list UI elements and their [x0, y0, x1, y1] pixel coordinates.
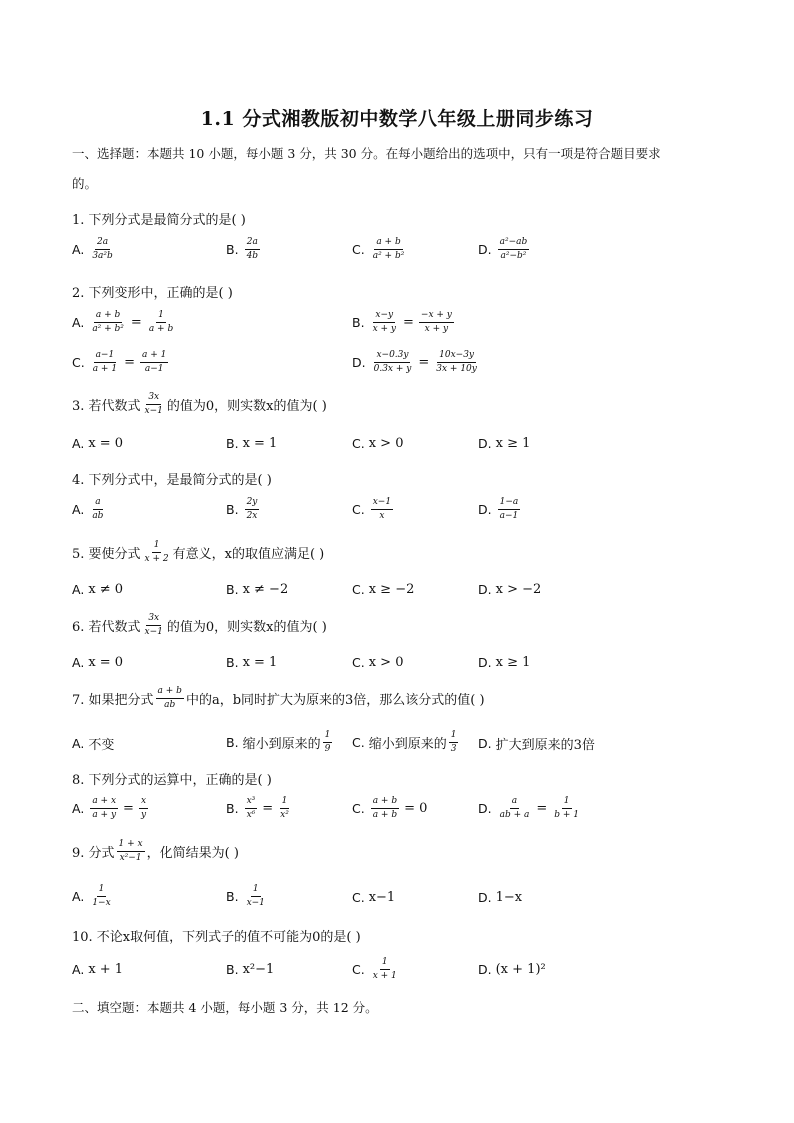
q6-option-d[interactable]: [478, 655, 530, 670]
q4-option-a[interactable]: [72, 497, 107, 522]
fraction: $\frac{a}{ab}$: [92, 497, 104, 521]
fraction-left: $\frac{a-1}{a + 1}$: [92, 350, 118, 374]
q10-option-c[interactable]: [352, 957, 401, 982]
option-letter: B.: [226, 962, 239, 977]
equals-sign: =: [403, 315, 414, 330]
fraction-left: $\frac{a}{ab + a}$: [499, 796, 530, 820]
option-letter: C.: [352, 890, 365, 905]
option-expression: x ≠ −2: [242, 582, 289, 597]
question-1-stem: 1. 下列分式是最简分式的是( ): [72, 213, 246, 228]
q5-option-c[interactable]: [352, 582, 414, 597]
option-letter: D.: [478, 801, 492, 816]
q5-option-d[interactable]: [478, 582, 541, 597]
equals-sign: =: [130, 315, 142, 330]
equals-sign: =: [262, 801, 274, 816]
q10-option-a[interactable]: [72, 962, 123, 977]
q9-option-d[interactable]: [478, 890, 522, 905]
fraction: $\frac{1-a}{a-1}$: [499, 497, 519, 521]
option-expression: x ≥ −2: [368, 582, 415, 597]
fraction: $\frac{x-1}{x}$: [372, 497, 392, 521]
q7-option-a[interactable]: [72, 734, 114, 753]
option-expression: x + 1: [88, 962, 124, 977]
option-letter: A.: [72, 502, 85, 517]
option-letter: B.: [226, 436, 239, 451]
option-letter: A.: [72, 315, 85, 330]
option-letter: B.: [226, 242, 239, 257]
option-letter: A.: [72, 436, 85, 451]
fraction: $\frac{a + b}{ab}$: [157, 686, 182, 710]
option-letter: C.: [352, 502, 365, 517]
fraction: $\frac{1}{x + 1}$: [372, 957, 397, 981]
option-letter: C.: [352, 801, 365, 816]
option-expression: x = 0: [88, 655, 124, 670]
option-letter: D.: [478, 736, 492, 751]
option-expression: x > 0: [368, 655, 404, 670]
option-expression: x > 0: [368, 436, 404, 451]
fraction-right: $\frac{x}{y}$: [140, 796, 147, 820]
option-letter: A.: [72, 655, 85, 670]
fraction: $\frac{1}{3}$: [450, 730, 457, 754]
option-letter: C.: [72, 355, 85, 370]
section1-instruction-line1: 一、选择题：本题共 10 小题，每小题 3 分，共 30 分。在每小题给出的选项中，只有一项是符合题目要求: [72, 146, 661, 161]
q7-option-d[interactable]: [478, 734, 595, 753]
fraction: $\frac{3x}{x-1}$: [144, 392, 163, 416]
q3-option-b[interactable]: [226, 436, 277, 451]
q1-option-d[interactable]: [478, 237, 531, 262]
q2-option-c[interactable]: [72, 350, 170, 375]
q9-option-a[interactable]: [72, 884, 115, 909]
fraction-right: $\frac{a + 1}{a-1}$: [141, 350, 167, 374]
option-letter: B.: [226, 801, 239, 816]
option-letter: C.: [352, 242, 365, 257]
question-3-stem: 3. 若代数式 $\frac{3x}{x-1}$ 的值为0，则实数x的值为( ): [72, 392, 327, 416]
q10-option-b[interactable]: [226, 962, 274, 977]
option-letter: B.: [226, 889, 239, 904]
option-letter: C.: [352, 735, 365, 750]
q10-option-d[interactable]: [478, 962, 546, 977]
q4-option-d[interactable]: [478, 497, 522, 522]
option-letter: B.: [226, 502, 239, 517]
question-2-stem: 2. 下列变形中，正确的是( ): [72, 286, 233, 301]
q8-option-b[interactable]: [226, 796, 293, 821]
q3-option-a[interactable]: [72, 436, 123, 451]
fraction-right: $\frac{1}{a + b}$: [148, 310, 174, 334]
option-text: 不变: [88, 738, 115, 753]
fraction-left: $\frac{x-0.3y}{0.3x + y}$: [373, 350, 412, 374]
fraction-right: $\frac{10x-3y}{3x + 10y}$: [436, 350, 477, 374]
q5-option-a[interactable]: [72, 582, 123, 597]
option-expression: x²−1: [242, 962, 275, 977]
option-letter: D.: [478, 890, 492, 905]
option-expression: x = 0: [88, 436, 124, 451]
q3-option-c[interactable]: [352, 436, 403, 451]
equals-sign: =: [124, 355, 135, 370]
question-5-stem: 5. 要使分式 $\frac{1}{x + 2}$ 有意义，x的取值应满足( ): [72, 540, 325, 564]
option-letter: C.: [352, 582, 365, 597]
option-letter: D.: [478, 655, 492, 670]
q6-option-b[interactable]: [226, 655, 277, 670]
option-expression: x ≠ 0: [88, 582, 124, 597]
fraction: $\frac{1}{x-1}$: [246, 884, 265, 908]
q6-option-c[interactable]: [352, 655, 403, 670]
option-expression: x = 1: [242, 436, 278, 451]
option-expression: 1−x: [495, 890, 523, 905]
q7-option-c[interactable]: [352, 730, 460, 755]
q2-option-b[interactable]: [352, 310, 456, 335]
option-letter: D.: [478, 242, 492, 257]
q4-option-b[interactable]: [226, 497, 261, 522]
fraction: $\frac{2a}{4b}$: [246, 237, 259, 261]
q2-option-a[interactable]: [72, 310, 177, 335]
q8-option-d[interactable]: [478, 796, 583, 821]
equals-zero: = 0: [404, 801, 428, 816]
fraction: $\frac{2a}{\text{3a²b}}$: [92, 237, 113, 261]
fraction: $\frac{1}{x + 2}$: [144, 540, 169, 564]
option-expression: (x + 1)²: [495, 962, 546, 977]
q3-option-d[interactable]: [478, 436, 530, 451]
question-10-stem: 10. 不论x取何值，下列式子的值不可能为0的是( ): [72, 930, 361, 945]
option-letter: B.: [226, 655, 239, 670]
fraction: $\frac{3x}{x-1}$: [144, 613, 163, 637]
option-letter: B.: [352, 315, 365, 330]
question-6-stem: 6. 若代数式 $\frac{3x}{x-1}$ 的值为0，则实数x的值为( ): [72, 613, 327, 637]
fraction-left: $\frac{\text{x³}}{\text{x⁶}}$: [246, 796, 256, 820]
option-letter: D.: [478, 502, 492, 517]
option-expression: x ≥ 1: [495, 436, 531, 451]
option-letter: D.: [478, 582, 492, 597]
section1-instruction-line2: 的。: [72, 176, 98, 191]
option-text: 扩大到原来的3倍: [495, 738, 595, 753]
option-letter: A.: [72, 962, 85, 977]
fraction-right: $\frac{1}{b + 1}$: [554, 796, 580, 820]
q7-option-b[interactable]: [226, 730, 334, 755]
option-letter: A.: [72, 801, 85, 816]
option-text: 缩小到原来的: [242, 737, 321, 752]
fraction: $\frac{2y}{2x}$: [246, 497, 258, 521]
question-7-stem: 7. 如果把分式 $\frac{a + b}{ab}$ 中的a，b同时扩大为原来的3倍，那么该分式的值( ): [72, 686, 485, 710]
option-letter: A.: [72, 582, 85, 597]
q9-option-c[interactable]: [352, 890, 395, 905]
option-expression: x = 1: [242, 655, 278, 670]
option-expression: x−1: [368, 890, 396, 905]
fraction-left: $\frac{x-y}{x + y}$: [372, 310, 396, 334]
option-letter: A.: [72, 889, 85, 904]
option-letter: A.: [72, 736, 85, 751]
question-8-stem: 8. 下列分式的运算中，正确的是( ): [72, 773, 272, 788]
q5-option-b[interactable]: [226, 582, 288, 597]
option-expression: x > −2: [495, 582, 542, 597]
q1-option-b[interactable]: [226, 237, 262, 262]
option-text: 缩小到原来的: [368, 737, 447, 752]
q1-option-c[interactable]: [352, 237, 408, 262]
q8-option-a[interactable]: [72, 796, 150, 821]
option-letter: A.: [72, 242, 85, 257]
option-letter: D.: [478, 962, 492, 977]
page-title: 1.1 分式湘教版初中数学八年级上册同步练习: [200, 108, 594, 130]
q2-option-d[interactable]: [352, 350, 481, 375]
option-letter: C.: [352, 436, 365, 451]
fraction: $\frac{\text{a²−ab}}{\text{a²−b²}}$: [499, 237, 528, 261]
question-4-stem: 4. 下列分式中，是最简分式的是( ): [72, 473, 272, 488]
question-9-stem: 9. 分式 $\frac{1 + x}{\text{x²−1}}$ ，化简结果为( ): [72, 839, 239, 863]
equals-sign: =: [123, 801, 134, 816]
option-letter: B.: [226, 735, 239, 750]
fraction: $\frac{1 + x}{\text{x²−1}}$: [118, 839, 143, 863]
fraction-right: $\frac{1}{\text{x²}}$: [280, 796, 289, 820]
q8-option-c[interactable]: [352, 796, 430, 821]
equals-sign: =: [536, 801, 548, 816]
option-letter: D.: [478, 436, 492, 451]
option-letter: C.: [352, 655, 365, 670]
fraction-left: $\frac{a + b}{a + b}$: [372, 796, 398, 820]
q4-option-c[interactable]: [352, 497, 395, 522]
section2-instruction: 二、填空题：本题共 4 小题，每小题 3 分，共 12 分。: [72, 1000, 378, 1015]
fraction: $\frac{1}{9}$: [324, 730, 331, 754]
option-letter: D.: [352, 355, 366, 370]
fraction-right: $\frac{-x + y}{x + y}$: [420, 310, 452, 334]
fraction: $\frac{1}{1-x}$: [92, 884, 111, 908]
equals-sign: =: [418, 355, 430, 370]
option-expression: x ≥ 1: [495, 655, 531, 670]
option-letter: C.: [352, 962, 365, 977]
fraction-left: $\frac{a + x}{a + y}$: [92, 796, 117, 820]
q6-option-a[interactable]: [72, 655, 123, 670]
fraction: $\frac{a + b}{\text{a² + b²}}$: [372, 237, 405, 261]
q1-option-a[interactable]: [72, 237, 117, 262]
fraction-left: $\frac{a + b}{\text{a² + b²}}$: [92, 310, 124, 334]
q9-option-b[interactable]: [226, 884, 269, 909]
option-letter: B.: [226, 582, 239, 597]
